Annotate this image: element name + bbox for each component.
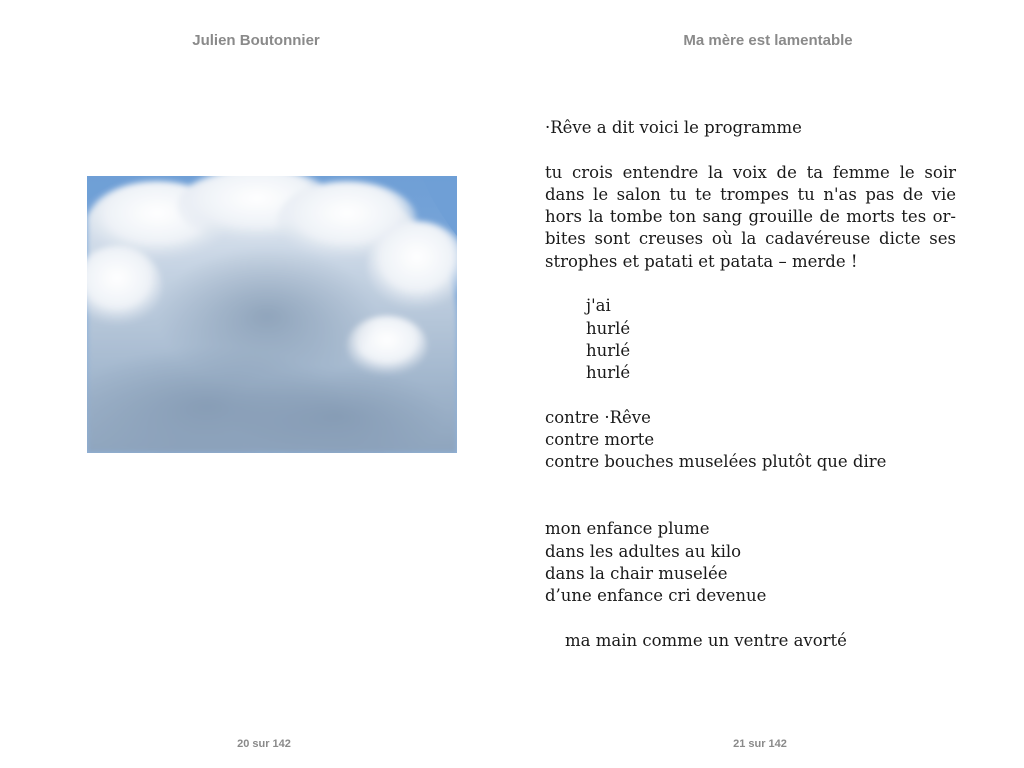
poem-line: hurlé — [586, 318, 631, 338]
poem-opening-line: ·Rêve a dit voici le programme — [545, 118, 802, 137]
right-page — [512, 0, 1024, 768]
poem-paragraph-line: strophes et patati et patata – merde ! — [545, 251, 858, 271]
poem-line: hurlé — [586, 363, 631, 383]
poem-paragraph-line: hors la tombe ton sang grouille de morts tes or- — [545, 207, 956, 227]
poem-line: d’une enfance cri devenue — [545, 586, 767, 606]
page-number-left: 20 sur 142 — [237, 738, 291, 750]
title-header: Ma mère est lamentable — [683, 32, 853, 49]
poem-closing-stanza — [545, 630, 956, 652]
poem-line: mon enfance plume — [545, 519, 710, 539]
poem-line: hurlé — [586, 340, 631, 360]
poem-line: dans les adultes au kilo — [545, 541, 742, 561]
poem-closing-line: ma main comme un ventre avorté — [565, 630, 847, 650]
cloud-photo — [87, 176, 457, 453]
poem-paragraph-line: tu crois entendre la voix de ta femme le soir — [545, 162, 956, 182]
poem-paragraph-line: bites sont creuses où la cadavéreuse dicte ses — [545, 229, 956, 249]
poem-childhood-stanza — [545, 518, 956, 607]
page-number-right: 21 sur 142 — [733, 738, 787, 750]
poem-against-stanza — [545, 407, 956, 474]
poem-text — [545, 117, 956, 652]
poem-line: dans la chair muselée — [545, 563, 728, 583]
poem-line: contre ·Rêve — [545, 407, 651, 427]
poem-line: contre bouches muselées plutôt que dire — [545, 452, 887, 472]
poem-paragraph-line: dans le salon tu te trompes tu n'as pas de vie — [545, 184, 956, 204]
poem-cry-stanza — [545, 295, 956, 384]
poem-line: contre morte — [545, 430, 655, 450]
poem-line: j'ai — [586, 296, 611, 316]
poem-paragraph — [545, 162, 956, 273]
author-header: Julien Boutonnier — [192, 32, 320, 49]
